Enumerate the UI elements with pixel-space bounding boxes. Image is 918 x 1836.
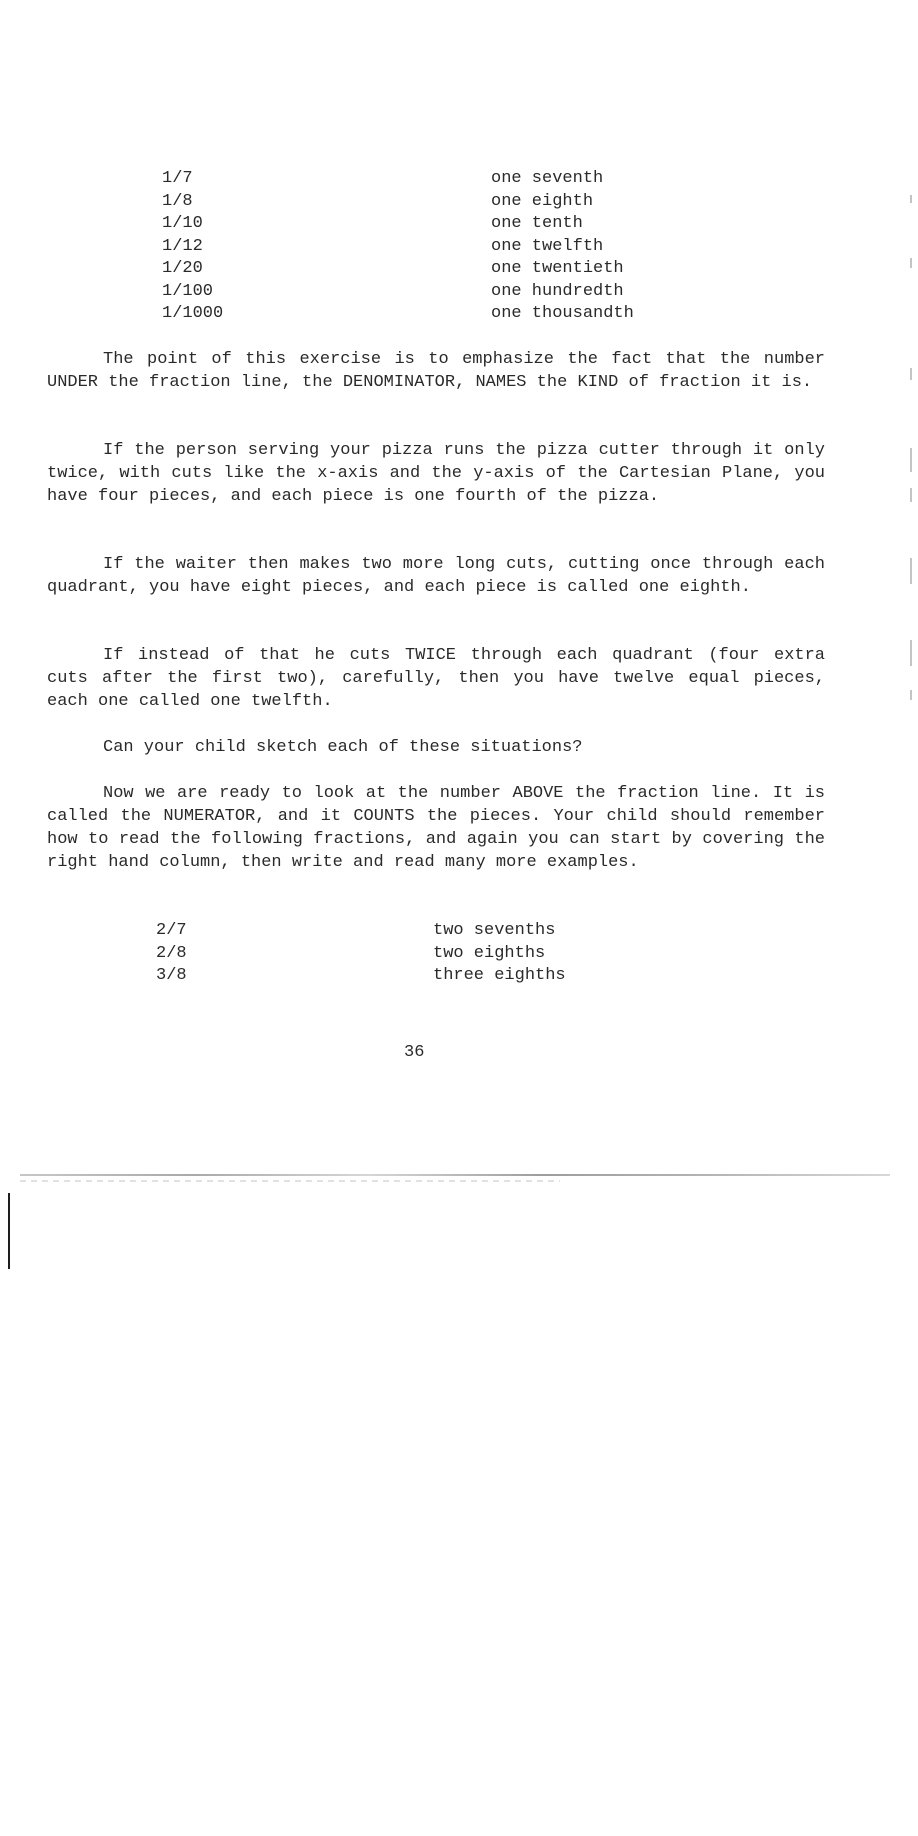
denominator-fraction-table	[0, 168, 918, 326]
fraction-row	[0, 213, 918, 236]
fraction-row	[0, 191, 918, 214]
fraction-row	[0, 236, 918, 259]
paragraph-text: If instead of that he cuts TWICE through each quadrant (four extra cuts after the first two), carefully, then you have twelve equal pieces, each one called one twelfth.	[47, 646, 825, 711]
fraction-row	[0, 920, 918, 943]
paragraph-text: Now we are ready to look at the number ABOVE the fraction line. It is called the NUMERATOR, and it COUNTS the pieces. Your child should remember how to read the following fractions, and again you can start by covering the right hand column, then write and read many more examples.	[47, 784, 825, 872]
fraction-row	[0, 943, 918, 966]
fraction-row	[0, 258, 918, 281]
fraction-row	[0, 965, 918, 988]
scan-edge-mark	[910, 448, 912, 472]
fraction-name: one seventh	[491, 169, 604, 188]
fraction-value: 2/8	[156, 943, 187, 963]
scan-artifact-bar	[8, 1193, 10, 1269]
paragraph-denominator	[47, 348, 825, 394]
paragraph-four-pieces	[47, 439, 825, 508]
scan-edge-mark	[910, 690, 912, 700]
scan-artifact-rule-faint	[20, 1180, 560, 1182]
paragraph-text: If the person serving your pizza runs the pizza cutter through it only twice, with cuts like the x-axis and the y-axis of the Cartesian Plane, you have four pieces, and each piece is one fourth of the pizza.	[47, 441, 825, 506]
scan-edge-mark	[910, 368, 912, 380]
fraction-name: one twentieth	[491, 259, 624, 278]
numerator-fraction-table	[0, 920, 918, 988]
fraction-name: one hundredth	[491, 281, 624, 301]
fraction-value: 1/8	[162, 191, 193, 211]
fraction-value: 1/10	[162, 214, 203, 233]
fraction-value: 1/20	[162, 259, 203, 278]
scan-edge-mark	[910, 258, 912, 268]
fraction-value: 2/7	[156, 921, 187, 940]
fraction-name: one tenth	[491, 214, 583, 233]
paragraph-text: If the waiter then makes two more long cuts, cutting once through each quadrant, you have eight pieces, and each piece is called one eighth.	[47, 555, 825, 597]
fraction-name: one eighth	[491, 191, 594, 211]
fraction-row	[0, 281, 918, 304]
fraction-row	[0, 168, 918, 191]
fraction-name: three eighths	[433, 966, 566, 985]
scan-edge-mark	[910, 195, 912, 203]
paragraph-eight-pieces	[47, 553, 825, 599]
paragraph-sketch-question	[47, 736, 825, 759]
scan-artifact-rule	[20, 1174, 890, 1176]
paragraph-twelve-pieces	[47, 644, 825, 713]
fraction-value: 1/12	[162, 236, 203, 256]
scan-edge-mark	[910, 488, 912, 502]
scan-edge-mark	[910, 640, 912, 666]
fraction-name: two eighths	[433, 943, 546, 963]
page-number: 36	[404, 1043, 425, 1062]
fraction-name: two sevenths	[433, 921, 556, 940]
paragraph-text: Can your child sketch each of these situations?	[103, 738, 583, 757]
fraction-name: one thousandth	[491, 304, 634, 323]
fraction-value: 1/1000	[162, 304, 224, 323]
fraction-name: one twelfth	[491, 236, 604, 256]
paragraph-text: The point of this exercise is to emphasize the fact that the number UNDER the fraction line, the DENOMINATOR, NAMES the KIND of fraction it is.	[47, 350, 825, 392]
fraction-value: 1/7	[162, 169, 193, 188]
paragraph-numerator	[47, 782, 825, 874]
fraction-value: 1/100	[162, 281, 214, 301]
fraction-row	[0, 303, 918, 326]
fraction-value: 3/8	[156, 966, 187, 985]
scan-edge-mark	[910, 558, 912, 584]
